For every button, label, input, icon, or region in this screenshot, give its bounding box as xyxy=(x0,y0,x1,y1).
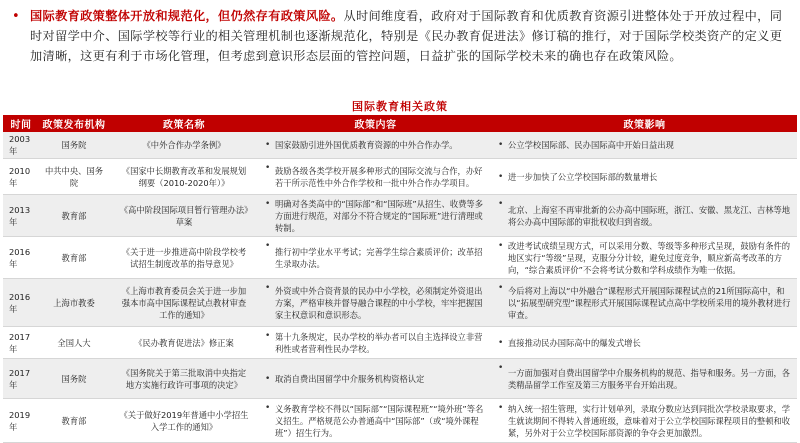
intro-body: 从时间维度看，政府对于国际教育和优质教育资源引进整体处于开放过程中，同时对留学中介、国际学校等行业的相关管理机制也逐渐规范化，特别是《民办教育促进法》修订稿的推行，对于国际学校类资产的定义更加清晰，这更有利于市场化管理，但考虑到意识形态层面的管控问题，日益扩张的国际学校未来的确也存在政策风险。 xyxy=(30,9,783,63)
cell-content: • 明确对各类高中的“国际部”和“国际班”从招生、收费等多方面进行规范，对部分不符合规定的“国际班”进行清理或转制。 xyxy=(259,195,492,237)
cell-impact: • 直接推动民办国际高中的爆发式增长 xyxy=(492,327,797,359)
cell-impact: • 纳入统一招生管理，实行计划单列，录取分数应达到同批次学校录取要求，学生就读期间不得转入普通班级，意味着对于公立学校国际课程项目的整顿和收紧，另外对于公立学校国际部资源的争夺会更加激烈。 xyxy=(492,399,797,443)
cell-org: 教育部 xyxy=(39,237,109,279)
cell-content: • 取消自费出国留学中介服务机构资格认定 xyxy=(259,359,492,399)
cell-policy-name: 《高中阶段国际项目暂行管理办法》草案 xyxy=(109,195,259,237)
header-year: 时间 xyxy=(3,115,39,132)
cell-policy-name: 《关于做好2019年普通中小学招生入学工作的通知》 xyxy=(109,399,259,443)
cell-impact: • 今后将对上海以“中外融合”课程形式开展国际课程试点的21所国际高中，和以“拓展型研究型”课程形式开展国际课程试点高中学校所采用的境外教材进行审查。 xyxy=(492,279,797,327)
table-row xyxy=(3,237,797,279)
table-row xyxy=(3,159,797,195)
cell-year: 2017年 xyxy=(3,359,39,399)
cell-org: 全国人大 xyxy=(39,327,109,359)
cell-impact: • 北京、上海室不再审批新的公办高中国际班，浙江、安徽、黑龙江、吉林等地将公办高中国际部的审批权收归到省级。 xyxy=(492,195,797,237)
header-name: 政策名称 xyxy=(109,115,259,132)
cell-org: 上海市教委 xyxy=(39,279,109,327)
cell-impact: • 一方面加强对自费出国留学中介服务机构的规范、指导和服务。另一方面，各类精品留学工作室及第三方服务平台开始出现。 xyxy=(492,359,797,399)
table-row xyxy=(3,359,797,399)
cell-org: 国务院 xyxy=(39,359,109,399)
cell-year: 2016年 xyxy=(3,237,39,279)
cell-policy-name: 《民办教育促进法》修正案 xyxy=(109,327,259,359)
intro-section xyxy=(8,6,792,86)
policy-table xyxy=(3,115,797,443)
cell-impact: • 进一步加快了公立学校国际部的数量增长 xyxy=(492,159,797,195)
bullet-icon: • xyxy=(12,9,20,24)
cell-content: • 第十九条规定，民办学校的举办者可以自主选择设立非营利性或者营利性民办学校。 xyxy=(259,327,492,359)
table-row xyxy=(3,279,797,327)
header-content: 政策内容 xyxy=(259,115,492,132)
cell-year: 2017年 xyxy=(3,327,39,359)
cell-org: 教育部 xyxy=(39,195,109,237)
cell-year: 2010年 xyxy=(3,159,39,195)
cell-impact: • 公立学校国际部、民办国际高中开始日益出现 xyxy=(492,132,797,159)
intro-lead: 国际教育政策整体开放和规范化，但仍然存有政策风险。 xyxy=(30,9,344,23)
cell-content: • 鼓励各级各类学校开展多种形式的国际交流与合作，办好若干所示范性中外合作学校和一批中外合作办学项目。 xyxy=(259,159,492,195)
intro-paragraph xyxy=(30,6,790,66)
cell-org: 教育部 xyxy=(39,399,109,443)
table-header-row xyxy=(3,115,797,132)
table-row xyxy=(3,132,797,159)
cell-org: 国务院 xyxy=(39,132,109,159)
cell-policy-name: 《上海市教育委员会关于进一步加强本市高中国际课程试点教材审查工作的通知》 xyxy=(109,279,259,327)
cell-year: 2013年 xyxy=(3,195,39,237)
table-row xyxy=(3,195,797,237)
cell-year: 2019年 xyxy=(3,399,39,443)
cell-content: • 外资或中外合资背景的民办中小学校，必须制定外资退出方案，严格审核并督导融合课程的中小学校，牢牢把握国家主权意识和意识形态。 xyxy=(259,279,492,327)
table-row xyxy=(3,327,797,359)
cell-policy-name: 《国家中长期教育改革和发展规划纲要（2010-2020年）》 xyxy=(109,159,259,195)
cell-impact: • 改进考试成绩呈现方式，可以采用分数、等级等多种形式呈现，鼓励有条件的地区实行“等级”呈现，克服分分计较，避免过度竞争，顺应新高考改革的方向，“综合素质评价”不会将考试分数和学科成绩作为唯一依据。 xyxy=(492,237,797,279)
cell-content: • 推行初中学业水平考试；完善学生综合素质评价；改革招生录取办法。 xyxy=(259,237,492,279)
cell-policy-name: 《中外合作办学条例》 xyxy=(109,132,259,159)
cell-policy-name: 《关于进一步推进高中阶段学校考试招生制度改革的指导意见》 xyxy=(109,237,259,279)
cell-content: • 国家鼓励引进外国优质教育资源的中外合作办学。 xyxy=(259,132,492,159)
table-row xyxy=(3,399,797,443)
table-title: 国际教育相关政策 xyxy=(352,100,448,113)
cell-year: 2003年 xyxy=(3,132,39,159)
cell-year: 2016年 xyxy=(3,279,39,327)
cell-org: 中共中央、国务院 xyxy=(39,159,109,195)
cell-policy-name: 《国务院关于第三批取消中央指定地方实施行政许可事项的决定》 xyxy=(109,359,259,399)
header-impact: 政策影响 xyxy=(492,115,797,132)
header-org: 政策发布机构 xyxy=(39,115,109,132)
cell-content: • 义务教育学校不得以“国际部”“国际课程班”“境外班”等名义招生。严格规范公办普通高中“国际部”（或“境外课程班”）招生行为。 xyxy=(259,399,492,443)
